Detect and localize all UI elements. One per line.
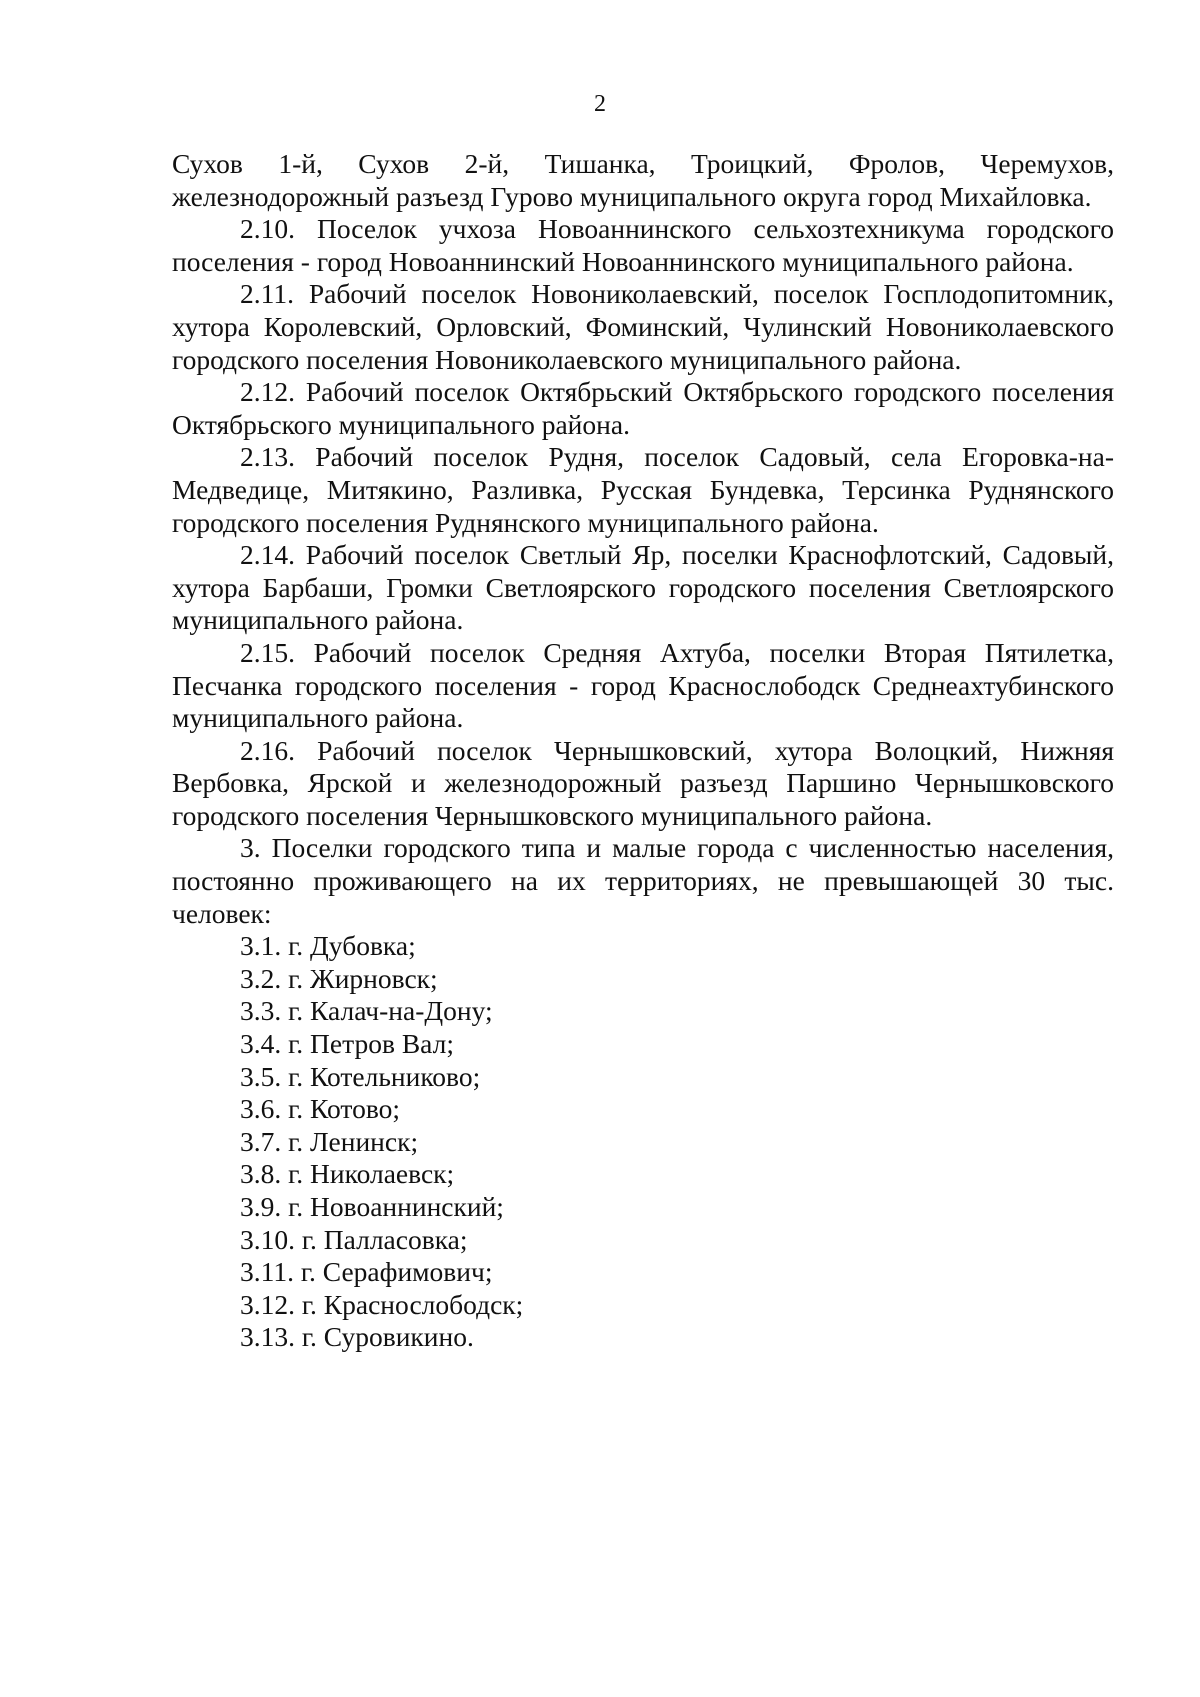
list-item: 3.2. г. Жирновск;	[240, 962, 438, 994]
paragraph-continuation: Сухов 1-й, Сухов 2-й, Тишанка, Троицкий, Фролов, Черемухов, железнодорожный разъезд Гурово муниципального округа город Михайловка.	[172, 148, 1114, 212]
list-item: 3.5. г. Котельниково;	[240, 1060, 481, 1092]
paragraph-3: 3. Поселки городского типа и малые города с численностью населения, постоянно проживающего на их территориях, не превышающей 30 тыс. человек:	[172, 832, 1114, 929]
list-item: 3.9. г. Новоаннинский;	[240, 1191, 504, 1222]
list-item: 3.6. г. Котово;	[240, 1093, 401, 1125]
paragraph-2-16: 2.16. Рабочий поселок Чернышковский, хутора Волоцкий, Нижняя Вербовка, Ярской и железнодорожный разъезд Паршино Чернышковского городского поселения Чернышковского муниципального района.	[172, 734, 1114, 831]
list-item: 3.4. г. Петров Вал;	[240, 1028, 454, 1060]
paragraph-2-12: 2.12. Рабочий поселок Октябрьский Октябрьского городского поселения Октябрьского муниципального района.	[172, 376, 1114, 440]
list-item: 3.13. г. Суровикино.	[240, 1321, 474, 1353]
paragraph-2-10: 2.10. Поселок учхоза Новоаннинского сельхозтехникума городского поселения - город Новоаннинский Новоаннинского муниципального района.	[172, 213, 1114, 277]
list-item: 3.7. г. Ленинск;	[240, 1125, 419, 1157]
document-body	[172, 148, 1114, 1354]
list-item: 3.1. г. Дубовка;	[240, 930, 416, 962]
paragraph-2-11: 2.11. Рабочий поселок Новониколаевский, поселок Госплодопитомник, хутора Королевский, Орловский, Фоминский, Чулинский Новониколаевского городского поселения Новониколаевского муниципального района.	[172, 278, 1114, 375]
list-item: 3.3. г. Калач-на-Дону;	[240, 995, 493, 1027]
towns-list	[172, 930, 1114, 1354]
list-item: 3.12. г. Краснослободск;	[240, 1288, 524, 1320]
list-item: 3.8. г. Николаевск;	[240, 1158, 455, 1190]
paragraph-2-14: 2.14. Рабочий поселок Светлый Яр, поселки Краснофлотский, Садовый, хутора Барбаши, Громки Светлоярского городского поселения Светлоярского муниципального района.	[172, 539, 1114, 636]
paragraph-2-15: 2.15. Рабочий поселок Средняя Ахтуба, поселки Вторая Пятилетка, Песчанка городского поселения - город Краснослободск Среднеахтубинского муниципального района.	[172, 636, 1114, 734]
paragraph-2-13: 2.13. Рабочий поселок Рудня, поселок Садовый, села Егоровка-на-Медведице, Митякино, Разливка, Русская Бундевка, Терсинка Руднянского городского поселения Руднянского муниципального района.	[172, 441, 1114, 538]
list-item: 3.11. г. Серафимович;	[240, 1256, 493, 1288]
list-item: 3.10. г. Палласовка;	[240, 1223, 468, 1255]
page-number: 2	[594, 91, 606, 117]
